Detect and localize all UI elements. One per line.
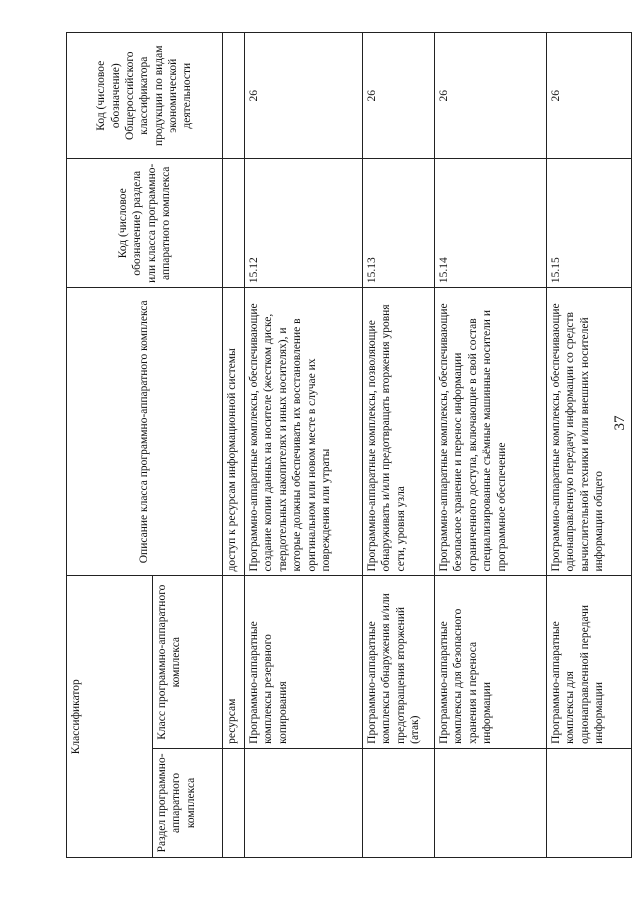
row-1-description: Программно-аппаратные комплексы, обеспечивающие создание копии данных на носителе (жестком диске, твердотельных накопителях и иных носителях), и которые должны обеспечивать их восстановление в оригинальном или новом месте в случае их повреждения или утраты [245, 288, 363, 576]
row-3-code: 15.14 [435, 159, 547, 288]
row-2-description: Программно-аппаратные комплексы, позволяющие обнаруживать и/или предотвращать вторжения уровня сети, уровня узла [363, 288, 435, 576]
row-2-class: Программно-аппаратные комплексы обнаружения и/или предотвращения вторжений (атак) [363, 576, 435, 748]
row-4-okved: 26 [547, 33, 632, 159]
row-3-section [435, 748, 547, 857]
row-0-description: доступ к ресурсам информационной системы [223, 288, 245, 576]
row-3-description: Программно-аппаратные комплексы, обеспечивающие безопасное хранение и перенос информации ограниченного доступа, включающие в свой состав специализированные съёмные машинные носители и программное обеспечение [435, 288, 547, 576]
row-1-okved: 26 [245, 33, 363, 159]
row-0-okved [223, 33, 245, 159]
row-4-code: 15.15 [547, 159, 632, 288]
header-code-section: Код (числовое обозначение) раздела или класса программно-аппаратного комплекса [67, 159, 223, 288]
row-4-class: Программно-аппаратные комплексы для однонаправленной передачи информации [547, 576, 632, 748]
row-1-section [245, 748, 363, 857]
classifier-table-rotated [66, 32, 632, 858]
row-0-code [223, 159, 245, 288]
row-1-code: 15.12 [245, 159, 363, 288]
row-4-section [547, 748, 632, 857]
row-0-section [223, 748, 245, 857]
header-code-okved: Код (числовое обозначение) Общероссийского классификатора продукции по видам экономической деятельности [67, 33, 223, 159]
row-1-class: Программно-аппаратные комплексы резервного копирования [245, 576, 363, 748]
row-3-class: Программно-аппаратные комплексы для безопасного хранения и переноса информации [435, 576, 547, 748]
row-4-description: Программно-аппаратные комплексы, обеспечивающие однонаправленную передачу информации со средств вычислительной техники и/или внешних носителей информации общего [547, 288, 632, 576]
header-section: Раздел программно-аппаратного комплекса [153, 748, 223, 857]
row-2-okved: 26 [363, 33, 435, 159]
classifier-table [66, 32, 632, 858]
row-0-class: ресурсам [223, 576, 245, 748]
row-2-section [363, 748, 435, 857]
page-number: 37 [612, 415, 628, 431]
header-description: Описание класса программно-аппаратного комплекса [67, 288, 223, 576]
header-classifier: Классификатор [67, 576, 153, 858]
header-class: Класс программно-аппаратного комплекса [153, 576, 223, 748]
row-2-code: 15.13 [363, 159, 435, 288]
row-3-okved: 26 [435, 33, 547, 159]
